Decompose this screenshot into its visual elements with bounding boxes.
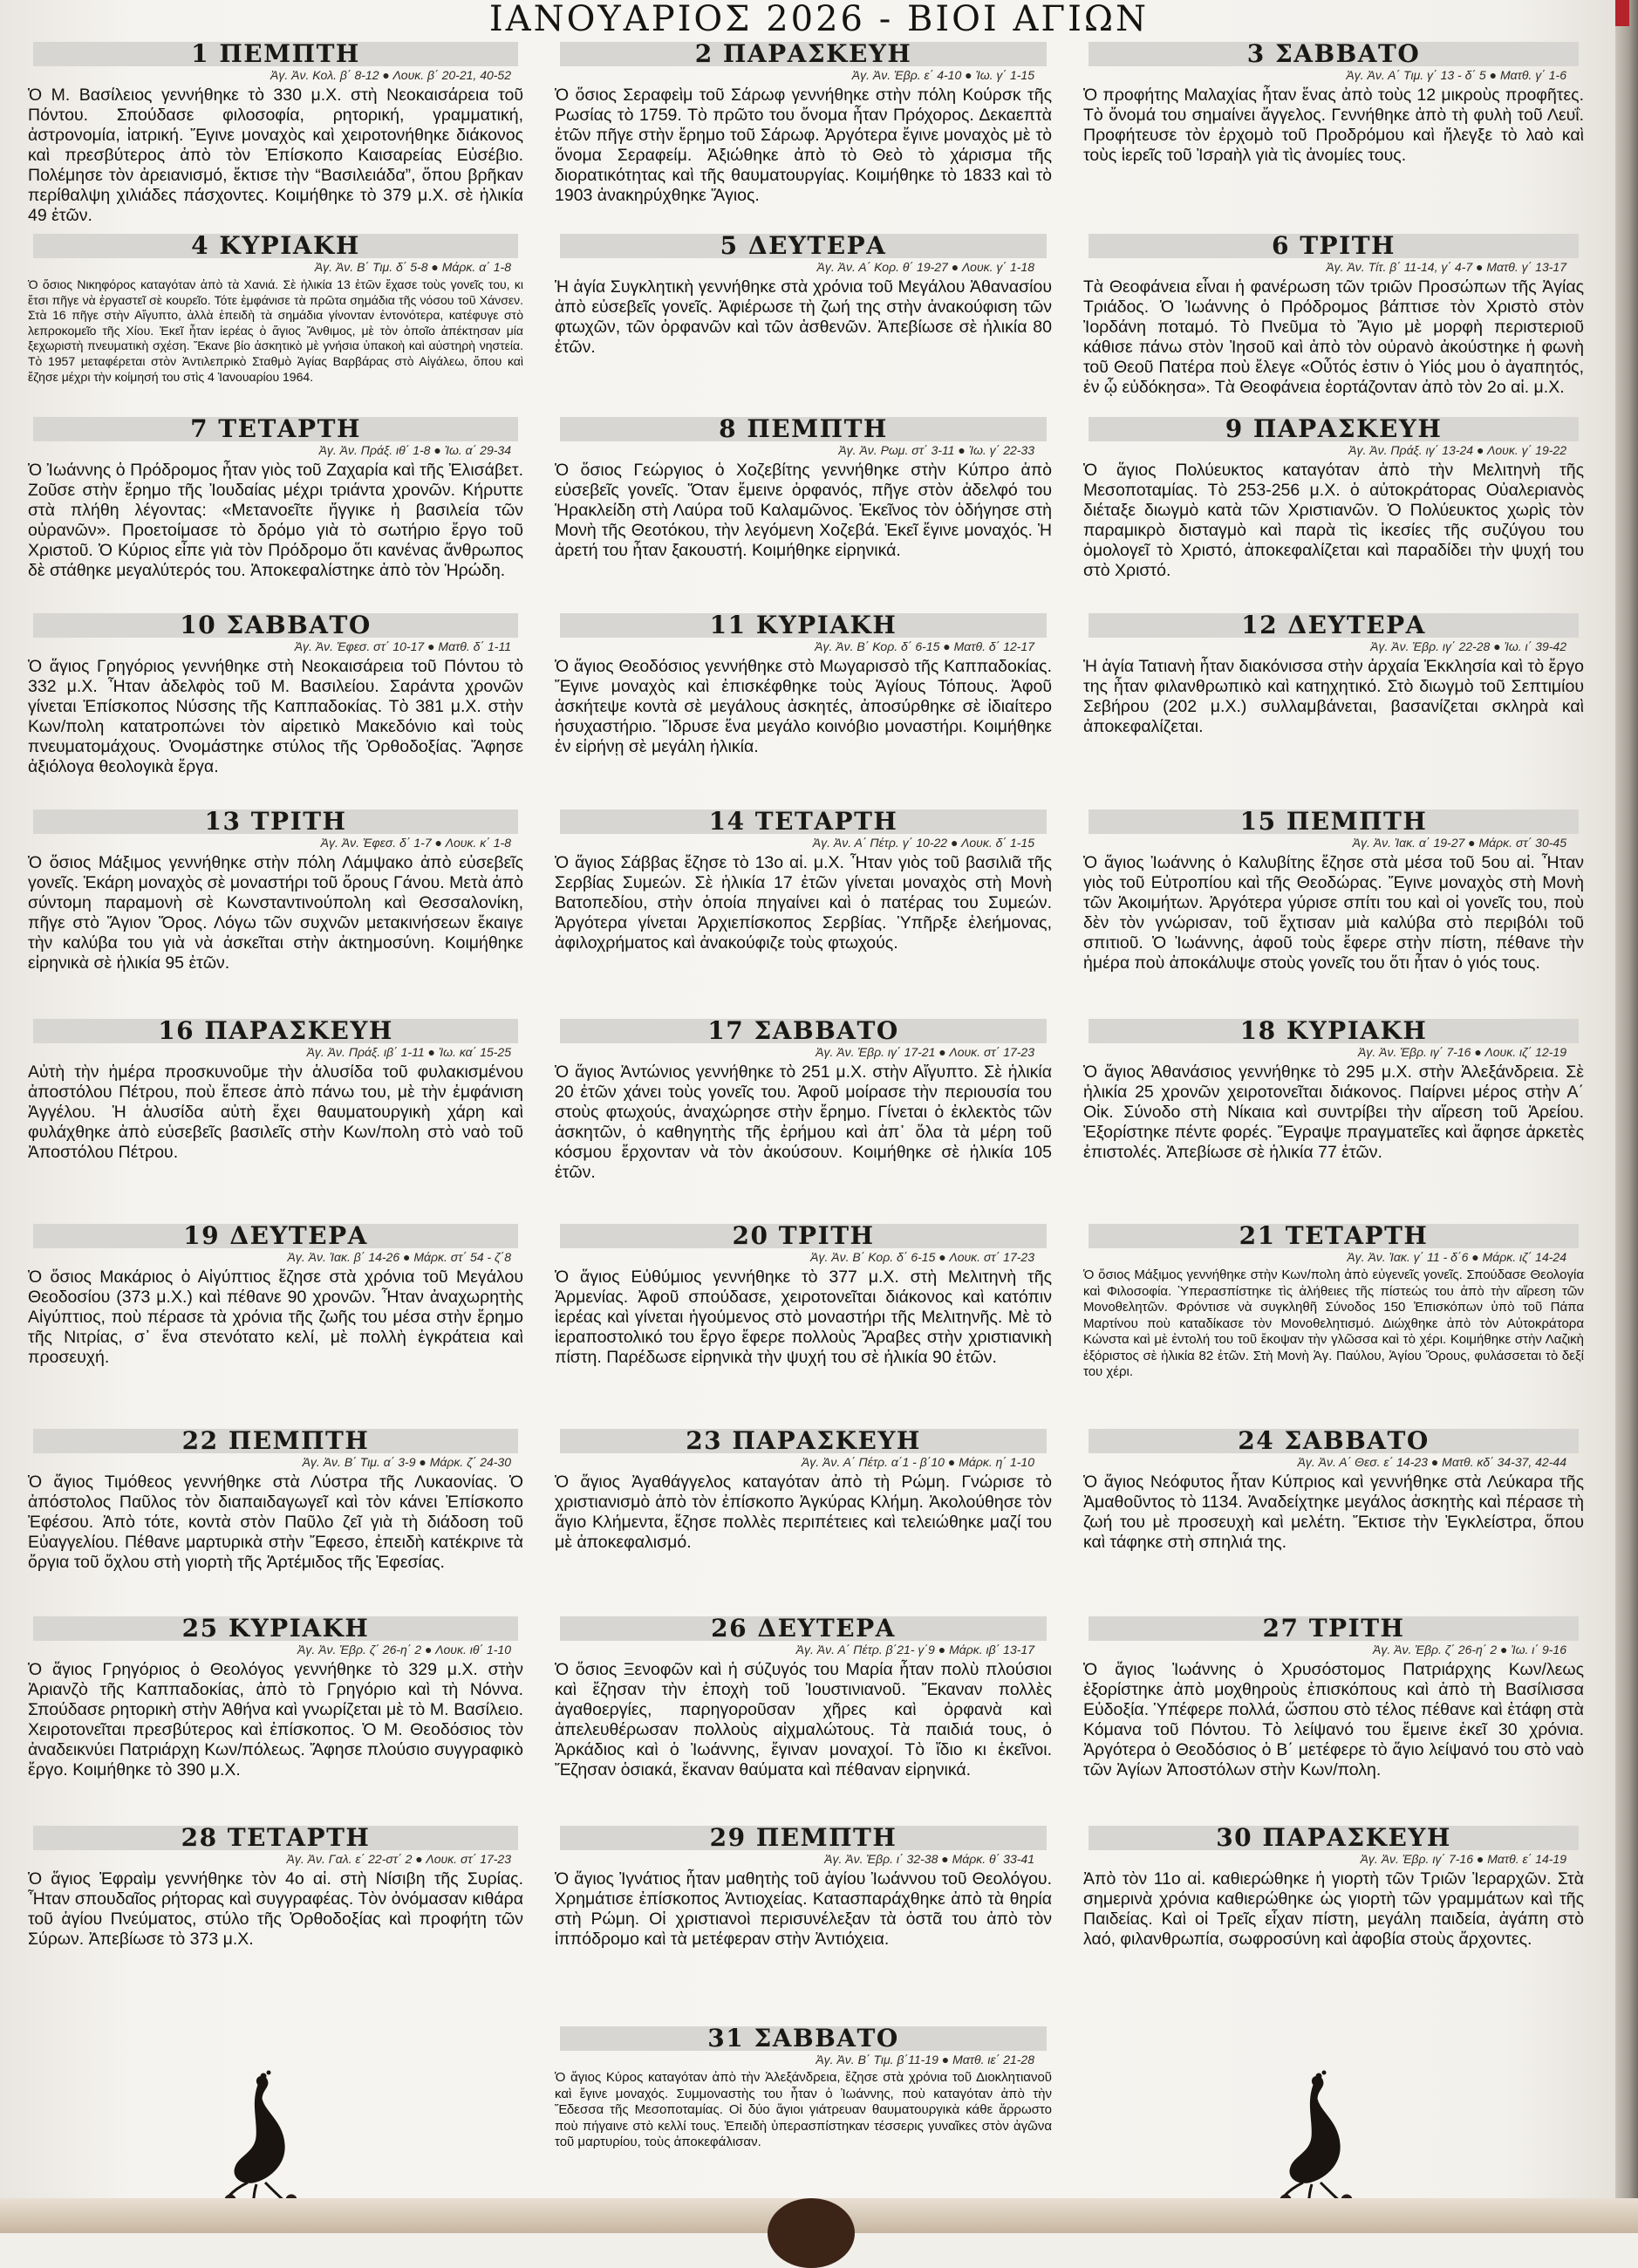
- day-cell: [539, 1017, 1068, 1222]
- day-cell: [12, 1222, 539, 1427]
- day-text: Ὁ ἅγιος Ἐφραὶμ γεννήθηκε τὸν 4ο αἱ. στὴ Νίσιβη τῆς Συρίας. Ἦταν σπουδαῖος ρήτορας καὶ συγγραφέας. Τὸν ὀνόμασαν κιθάρα τοῦ ἁγίου Πνεύματος, στύλο τῆς Ὀρθοδοξίας καὶ προφήτη τῶν Σύρων. Ἀπεβίωσε τὸ 373 μ.Χ.: [28, 1869, 523, 1949]
- day-text: Ἡ ἁγία Τατιανὴ ἦταν διακόνισσα στὴν ἀρχαία Ἐκκλησία καὶ τὸ ἔργο της ἦταν φιλανθρωπικὸ καὶ κατηχητικό. Στὸ διωγμὸ τοῦ Σεπτιμίου Σεβήρου (202 μ.Χ.) συλλαμβάνεται, βασανίζεται σκληρὰ καὶ ἀποκεφαλίζεται.: [1083, 657, 1584, 736]
- day-cell: [539, 1824, 1068, 2025]
- day-heading: 12 ΔΕΥΤΕΡΑ: [1089, 613, 1579, 638]
- day-heading: 13 ΤΡΙΤΗ: [33, 810, 518, 834]
- day-heading: 22 ΠΕΜΠΤΗ: [33, 1429, 518, 1453]
- day-cell: [539, 1615, 1068, 1824]
- day-heading: 28 ΤΕΤΑΡΤΗ: [33, 1826, 518, 1850]
- day-cell: [12, 232, 539, 415]
- page-title: ΙΑΝΟΥΑΡΙΟΣ 2026 - ΒΙΟΙ ΑΓΙΩΝ: [488, 0, 1150, 39]
- day-text: Ὁ ὅσιος Γεώργιος ὁ Χοζεβίτης γεννήθηκε στὴν Κύπρο ἀπὸ εὐσεβεῖς γονεῖς. Ὅταν ἔμεινε ὀρφανός, πῆγε στὸν ἀδελφό του Ἡρακλείδη στὴ Λαύρα τοῦ Καλαμῶνος. Ἐκεῖνος τὸν ὁδήγησε στὴ Μονὴ τῆς Θεοτόκου, τὴν λεγόμενη Χοζεβά. Ἐκεῖ ἔγινε μοναχός. Ἡ ἀρετή του ἦταν ξακουστή. Κοιμήθηκε εἰρηνικά.: [555, 461, 1052, 560]
- day-text: Ὁ ὅσιος Ξενοφῶν καὶ ἡ σύζυγός του Μαρία ἦταν πολὺ πλούσιοι καὶ ἔζησαν τὴν ἐποχὴ τοῦ Ἰουστινιανοῦ. Ἔκαναν πολλὲς ἀγαθοεργίες, παρηγοροῦσαν χῆρες καὶ ὀρφανὰ καὶ ἀπελευθέρωσαν πολλοὺς αἰχμαλώτους. Τὰ παιδιά τους, ὁ Ἀρκάδιος καὶ ὁ Ἰωάννης, ἔγιναν μοναχοί. Τὸ ἴδιο κι ἐκεῖνοι. Ἔζησαν ὁσιακά, ἔκαναν θαύματα καὶ πέθαναν εἰρηνικά.: [555, 1660, 1052, 1780]
- day-readings: Ἀγ. Ἀν. Πράξ. ιβ΄ 1-11 ● Ἰω. κα΄ 15-25: [306, 1045, 511, 1059]
- day-readings: Ἀγ. Ἀν. Ἑβρ. ζ΄ 26-η΄ 2 ● Ἰω. ι΄ 9-16: [1373, 1643, 1566, 1657]
- day-heading: 8 ΠΕΜΠΤΗ: [560, 417, 1047, 441]
- day-heading: 27 ΤΡΙΤΗ: [1089, 1616, 1579, 1641]
- day-heading: 10 ΣΑΒΒΑΤΟ: [33, 613, 518, 638]
- day-text: Ὁ ὅσιος Σεραφεὶμ τοῦ Σάρωφ γεννήθηκε στὴν πόλη Κούρσκ τῆς Ρωσίας τὸ 1759. Τὸ πρῶτο του ὄνομα ἦταν Πρόχορος. Δεκαεπτὰ ἐτῶν πῆγε στὴν ἔρημο τοῦ Σάρωφ. Ἀργότερα ἔγινε μοναχὸς μὲ τὸ ὄνομα Σεραφείμ. Ἀξιώθηκε ἀπὸ τὸ Θεὸ τὸ χάρισμα τῆς διορατικότητας καὶ τῆς θαυματουργίας. Κοιμήθηκε τὸ 1833 καὶ τὸ 1903 ἀνακηρύχθηκε Ἅγιος.: [555, 85, 1052, 205]
- day-text: Ὁ ὅσιος Μάξιμος γεννήθηκε στὴν Κων/πολη ἀπὸ εὐγενεῖς γονεῖς. Σπούδασε Θεολογία καὶ Φιλοσοφία. Ὑπερασπίστηκε τὶς ἀλήθειες τῆς πίστεώς του ἀπὸ τὴν αἵρεση τῶν Μονοθελητῶν. Φρόντισε νὰ συγκληθῆ Σύνοδος 150 Ἐπισκόπων ὑπὸ τοῦ Πάπα Μαρτίνου ποὺ καταδίκασε τὸν Μονοθελητισμό. Διώχθηκε ἀπὸ τὸν Αὐτοκράτορα Κώνστα καὶ μὲ ἐντολή του τοῦ ἔκοψαν τὴν γλῶσσα καὶ τὸ χέρι. Κοιμήθηκε στὴν Λαζικὴ ἐξόριστος σὲ ἡλικία 82 ἐτῶν. Στὴ Μονὴ Ἁγ. Παύλου, Ἁγίου Ὄρους, φυλάσσεται τὸ δεξί του χέρι.: [1083, 1267, 1584, 1379]
- day-cell: [539, 611, 1068, 808]
- day-heading: 17 ΣΑΒΒΑΤΟ: [560, 1019, 1047, 1043]
- day-text: Ὁ ἅγιος Γρηγόριος γεννήθηκε στὴ Νεοκαισάρεια τοῦ Πόντου τὸ 332 μ.Χ. Ἦταν ἀδελφὸς τοῦ Μ. Βασιλείου. Σαράντα χρονῶν γίνεται Ἐπίσκοπος Νύσσης τῆς Καππαδοκίας. Τὸ 381 μ.Χ. στὴν Κων/πολη κατατροπώνει τὸν αἱρετικὸ Μακεδόνιο καὶ τοὺς πνευματομάχους. Ὀνομάστηκε στύλος τῆς Ὀρθοδοξίας. Ἄφησε ἀξιόλογα θεολογικὰ ἔργα.: [28, 657, 523, 776]
- day-readings: Ἀγ. Ἀν. Γαλ. ε΄ 22-στ΄ 2 ● Λουκ. στ΄ 17-23: [286, 1852, 511, 1866]
- day-heading: 5 ΔΕΥΤΕΡΑ: [560, 234, 1047, 258]
- day-cell: [1068, 40, 1600, 232]
- day-readings: Ἀγ. Ἀν. Α΄ Πέτρ. β΄21- γ΄9 ● Μάρκ. ιβ΄ 13-17: [795, 1643, 1034, 1657]
- day-text: Αὐτὴ τὴν ἡμέρα προσκυνοῦμε τὴν ἁλυσίδα τοῦ φυλακισμένου ἀποστόλου Πέτρου, ποὺ ἔπεσε ἀπὸ πάνω του, μὲ τὴν ἐμφάνιση Ἀγγέλου. Ἡ ἁλυσίδα αὐτὴ ἔχει θαυματουργικὴ χάρη καὶ φυλάχθηκε ἀπὸ εὐσεβεῖς βασιλεῖς στὴν Κων/πολη στὸ ναὸ τοῦ Ἀποστόλου Πέτρου.: [28, 1062, 523, 1162]
- day-heading: 1 ΠΕΜΠΤΗ: [33, 42, 518, 66]
- day-cell: [1068, 808, 1600, 1017]
- day-cell: [539, 1427, 1068, 1615]
- day-text: Ὁ ἅγιος Κύρος καταγόταν ἀπὸ τὴν Ἀλεξάνδρεια, ἔζησε στὰ χρόνια τοῦ Διοκλητιανοῦ καὶ ἔγινε μοναχός. Συμμοναστὴς του ἦταν ὁ Ἰωάννης, ποὺ καταγόταν ἀπὸ τὴν Ἔδεσσα τῆς Μεσοποταμίας. Οἱ δύο ἅγιοι γιάτρευαν θαυματουργικὰ κάθε ἄρρωστο ποὺ πήγαινε στὸ κελλί τους. Ἐπειδὴ ὑπερασπίστηκαν τέσσερις γυναῖκες στὸν ἀγῶνα τοῦ μαρτυρίου, τοὺς ἀποκεφάλισαν.: [555, 2070, 1052, 2149]
- day-cell: [12, 611, 539, 808]
- day-heading: 26 ΔΕΥΤΕΡΑ: [560, 1616, 1047, 1641]
- day-text: Ἀπὸ τὸν 11ο αἱ. καθιερώθηκε ἡ γιορτὴ τῶν Τριῶν Ἱεραρχῶν. Στὰ σημερινὰ χρόνια καθιερώθηκε ὡς γιορτὴ τῶν γραμμάτων καὶ τῆς Παιδείας. Καὶ οἱ Τρεῖς εἶχαν πίστη, μεγάλη παιδεία, ἀγάπη στὸ λαό, φιλανθρωπία, σωφροσύνη καὶ ἀφοβία στοὺς ἄρχοντες.: [1083, 1869, 1584, 1949]
- day-heading: 25 ΚΥΡΙΑΚΗ: [33, 1616, 518, 1641]
- day-text: Τὰ Θεοφάνεια εἶναι ἡ φανέρωση τῶν τριῶν Προσώπων τῆς Ἁγίας Τριάδος. Ὁ Ἰωάννης ὁ Πρόδρομος βάπτισε τὸν Χριστὸ στὸν Ἰορδάνη ποταμό. Τὸ Πνεῦμα τὸ Ἅγιο μὲ μορφὴ περιστεριοῦ κάθισε πάνω στὸν Ἰησοῦ καὶ ἀπὸ τὸν οὐρανὸ ἀκούστηκε ἡ φωνὴ τοῦ Θεοῦ Πατέρα ποὺ ἔλεγε «Οὗτός ἐστιν ὁ Υἱός μου ὁ ἀγαπητός, ἐν ᾧ εὐδόκησα». Τὰ Θεοφάνεια ἑορτάζονταν ἀπὸ τὸν 2ο αἱ. μ.Χ.: [1083, 277, 1584, 397]
- day-text: Ὁ Ἰωάννης ὁ Πρόδρομος ἦταν γιὸς τοῦ Ζαχαρία καὶ τῆς Ἐλισάβετ. Ζοῦσε στὴν ἔρημο τῆς Ἰουδαίας μέχρι τριάντα χρονῶν. Κήρυττε στὰ πλήθη λέγοντας: «Μετανοεῖτε ἤγγικε ἡ βασιλεία τῶν οὐρανῶν». Προετοίμασε τὸ δρόμο γιὰ τὸ σωτήριο ἔργο τοῦ Χριστοῦ. Ὁ Κύριος εἶπε γιὰ τὸν Πρόδρομο ὅτι κανένας ἄνθρωπος δὲ στάθηκε μεγαλύτερός του. Ἀποκεφαλίστηκε ἀπὸ τὸν Ἡρώδη.: [28, 461, 523, 580]
- day-heading: 31 ΣΑΒΒΑΤΟ: [560, 2026, 1047, 2051]
- day-text: Ὁ προφήτης Μαλαχίας ἦταν ἕνας ἀπὸ τοὺς 12 μικροὺς προφῆτες. Τὸ ὄνομά του σημαίνει ἄγγελος. Γεννήθηκε ἀπὸ τὴ φυλὴ τοῦ Λευΐ. Προφήτευσε τὸν ἐρχομὸ τοῦ Προδρόμου καὶ ἤλεγξε τὸ λαὸ καὶ τοὺς ἱερεῖς τοῦ Ἰσραὴλ γιὰ τὶς ἀνομίες τους.: [1083, 85, 1584, 165]
- day-readings: Ἀγ. Ἀν. Β΄ Τιμ. α΄ 3-9 ● Μάρκ. ζ΄ 24-30: [302, 1455, 511, 1469]
- day-readings: Ἀγ. Ἀν. Ἑβρ. ε΄ 4-10 ● Ἰω. γ΄ 1-15: [851, 68, 1034, 82]
- day-text: Ὁ ἅγιος Γρηγόριος ὁ Θεολόγος γεννήθηκε τὸ 329 μ.Χ. στὴν Ἀριανζὸ τῆς Καππαδοκίας, ἀπὸ τὸ Γρηγόριο καὶ τὴ Νόννα. Σπούδασε ρητορικὴ στὴν Ἀθήνα καὶ γνωρίζεται μὲ τὸ Μ. Βασίλειο. Χειροτονεῖται πρεσβύτερος καὶ ἐπίσκοπος. Ὁ Μ. Θεοδόσιος τὸν ἀναδεικνύει Πατριάρχη Κων/πόλεως. Ἄφησε πλούσιο συγγραφικὸ ἔργο. Κοιμήθηκε τὸ 390 μ.Χ.: [28, 1660, 523, 1780]
- day-cell: [1068, 611, 1600, 808]
- day-readings: Ἀγ. Ἀν. Β΄ Κορ. δ΄ 6-15 ● Ματθ. δ΄ 12-17: [815, 639, 1034, 653]
- day-readings: Ἀγ. Ἀν. Κολ. β΄ 8-12 ● Λουκ. β΄ 20-21, 40-52: [270, 68, 511, 82]
- day-text: Ὁ ἅγιος Σάββας ἔζησε τὸ 13ο αἱ. μ.Χ. Ἦταν γιὸς τοῦ βασιλιᾶ τῆς Σερβίας Συμεών. Σὲ ἡλικία 17 ἐτῶν γίνεται μοναχὸς στὴ Μονὴ Βατοπεδίου, στὴν ὁποία πηγαίνει καὶ ὁ πατέρας του Συμεών. Ἀργότερα γίνεται Ἀρχιεπίσκοπος Σερβίας. Ὑπῆρξε ἐλεήμονας, ἀφιλοχρήματος καὶ ἀνακούφιζε τοὺς φτωχούς.: [555, 853, 1052, 953]
- day-cell: [12, 1615, 539, 1824]
- day-cell: [539, 232, 1068, 415]
- day-cell: [1068, 1222, 1600, 1427]
- day-text: Ὁ ἅγιος Ἰωάννης ὁ Καλυβίτης ἔζησε στὰ μέσα τοῦ 5ου αἱ. Ἦταν γιὸς τοῦ Εὐτροπίου καὶ τῆς Θεοδώρας. Ἔγινε μοναχὸς στὴ Μονὴ τῶν Ἀκοιμήτων. Ἀργότερα γύρισε σπίτι του καὶ οἱ γονεῖς του, ποὺ δὲν τὸν γνώρισαν, τοῦ ἔχτισαν μιὰ καλύβα στὸ περιβόλι τοῦ σπιτιοῦ. Ὁ Ἰωάννης, ἀφοῦ τοὺς ἔφερε στὴν πίστη, πέθανε τὴν ἡμέρα ποὺ ἀποκάλυψε στοὺς γονεῖς του ὅτι ἦταν ὁ γιός τους.: [1083, 853, 1584, 973]
- day-text: Ὁ ὅσιος Μακάριος ὁ Αἰγύπτιος ἔζησε στὰ χρόνια τοῦ Μεγάλου Θεοδοσίου (373 μ.Χ.) καὶ πέθανε 90 χρονῶν. Ἦταν ἀναχωρητὴς Αἰγύπτιος, ποὺ πέρασε τὰ χρόνια τῆς ζωῆς του μέσα στὴν ἔρημο τῆς Νιτρίας, σ᾽ ἕνα στενότατο κελί, μὲ πολλὴ ἐγκράτεια καὶ προσευχή.: [28, 1267, 523, 1367]
- day-cell: [1068, 232, 1600, 415]
- calendar-grid: [12, 40, 1600, 2203]
- day-text: Ὁ ἅγιος Εὐθύμιος γεννήθηκε τὸ 377 μ.Χ. στὴ Μελιτηνὴ τῆς Ἀρμενίας. Ἀφοῦ σπούδασε, χειροτονεῖται διάκονος καὶ κατόπιν ἱερέας καὶ γίνεται ἡγούμενος στὸ μοναστήρι τῆς Μελιτηνῆς. Μὲ τὸ ἱεραποστολικό του ἔργο ἔφερε πολλοὺς Ἄραβες στὴν χριστιανικὴ πίστη. Παρέδωσε εἰρηνικὰ τὴν ψυχή του σὲ ἡλικία 90 ἐτῶν.: [555, 1267, 1052, 1367]
- day-cell: [1068, 1824, 1600, 2025]
- day-text: Ὁ ἅγιος Νεόφυτος ἦταν Κύπριος καὶ γεννήθηκε στὰ Λεύκαρα τῆς Ἀμαθοῦντος τὸ 1134. Ἀναδείχτηκε μεγάλος ἀσκητὴς καὶ πέρασε τὴ ζωή του μὲ προσευχὴ καὶ μελέτη. Ἔκτισε τὴν Ἐγκλείστρα, ὅπου καὶ τάφηκε στὴ σπηλιά της.: [1083, 1472, 1584, 1552]
- day-text: Ὁ ἅγιος Ἰωάννης ὁ Χρυσόστομος Πατριάρχης Κων/λεως ἐξορίστηκε ἀπὸ μοχθηροὺς ἐπισκόπους καὶ ἀπὸ τὴ Βασίλισσα Εὐδοξία. Ὑπέφερε πολλά, ὥσπου στὸ τέλος πέθανε καὶ ἐτάφη στὰ Κόμανα τοῦ Πόντου. Τὸ λείψανό του ἔμεινε ἐκεῖ 30 χρόνια. Ἀργότερα ὁ Θεοδόσιος ὁ Β΄ μετέφερε τὸ ἅγιο λείψανό του στὸ ναὸ τῶν Ἁγίων Ἀποστόλων στὴν Κων/πολη.: [1083, 1660, 1584, 1780]
- day-heading: 3 ΣΑΒΒΑΤΟ: [1089, 42, 1579, 66]
- day-heading: 7 ΤΕΤΑΡΤΗ: [33, 417, 518, 441]
- day-readings: Ἀγ. Ἀν. Ἑβρ. ζ΄ 26-η΄ 2 ● Λουκ. ιθ΄ 1-10: [297, 1643, 511, 1657]
- peacock-ornament-icon: [1268, 2069, 1364, 2217]
- day-readings: Ἀγ. Ἀν. Ἐφεσ. στ΄ 10-17 ● Ματθ. δ΄ 1-11: [294, 639, 511, 653]
- day-cell: [539, 40, 1068, 232]
- day-readings: Ἀγ. Ἀν. Α΄ Κορ. θ΄ 19-27 ● Λουκ. γ΄ 1-18: [816, 260, 1034, 274]
- day-text: Ἡ ἁγία Συγκλητικὴ γεννήθηκε στὰ χρόνια τοῦ Μεγάλου Ἀθανασίου ἀπὸ εὐσεβεῖς γονεῖς. Ἀφιέρωσε τὴ ζωή της στὴν ἀνακούφιση τῶν φτωχῶν, τῶν ὀρφανῶν καὶ τῶν ἀσθενῶν. Ἀπεβίωσε σὲ ἡλικία 80 ἐτῶν.: [555, 277, 1052, 357]
- day-readings: Ἀγ. Ἀν. Ἑβρ. ιγ΄ 7-16 ● Λουκ. ιζ΄ 12-19: [1358, 1045, 1566, 1059]
- day-readings: Ἀγ. Ἀν. Α΄ Θεσ. ε΄ 14-23 ● Ματθ. κδ΄ 34-37, 42-44: [1297, 1455, 1566, 1469]
- day-heading: 14 ΤΕΤΑΡΤΗ: [560, 810, 1047, 834]
- day-readings: Ἀγ. Ἀν. Ἑβρ. ι΄ 32-38 ● Μάρκ. θ΄ 33-41: [824, 1852, 1034, 1866]
- day-cell: [539, 1222, 1068, 1427]
- day-readings: Ἀγ. Ἀν. Β΄ Τιμ. β΄11-19 ● Ματθ. ιε΄ 21-28: [816, 2053, 1034, 2066]
- day-cell: [12, 40, 539, 232]
- day-text: Ὁ ἅγιος Ἰγνάτιος ἦταν μαθητὴς τοῦ ἁγίου Ἰωάννου τοῦ Θεολόγου. Χρημάτισε ἐπίσκοπος Ἀντιοχείας. Κατασπαράχθηκε ἀπὸ τὰ θηρία στὴ Ρώμη. Οἱ χριστιανοὶ περισυνέλεξαν τὰ ὀστᾶ του ἀπὸ τὸν ἱππόδρομο καὶ τὰ μετέφεραν στὴν Ἀντιόχεια.: [555, 1869, 1052, 1949]
- day-heading: 24 ΣΑΒΒΑΤΟ: [1089, 1429, 1579, 1453]
- page-edge: [1615, 0, 1638, 2233]
- day-readings: Ἀγ. Ἀν. Α΄ Πέτρ. γ΄ 10-22 ● Λουκ. δ΄ 1-15: [812, 836, 1034, 850]
- day-heading: 2 ΠΑΡΑΣΚΕΥΗ: [560, 42, 1047, 66]
- day-readings: Ἀγ. Ἀν. Ἑβρ. ιγ΄ 22-28 ● Ἰω. ι΄ 39-42: [1370, 639, 1566, 653]
- day-cell: [539, 415, 1068, 611]
- day-heading: 11 ΚΥΡΙΑΚΗ: [560, 613, 1047, 638]
- day-readings: Ἀγ. Ἀν. Α΄ Τιμ. γ΄ 13 - δ΄ 5 ● Ματθ. γ΄ 1-6: [1346, 68, 1566, 82]
- day-text: Ὁ ἅγιος Ἀγαθάγγελος καταγόταν ἀπὸ τὴ Ρώμη. Γνώρισε τὸ χριστιανισμὸ ἀπὸ τὸν ἐπίσκοπο Ἀγκύρας Κλήμη. Ἀκολούθησε τὸν ἅγιο Κλήμεντα, ἔζησε πολλὲς περιπέτειες καὶ τελειώθηκε μαζί του μὲ ἀποκεφαλισμό.: [555, 1472, 1052, 1552]
- day-readings: Ἀγ. Ἀν. Ἑβρ. ιγ΄ 7-16 ● Ματθ. ε΄ 14-19: [1360, 1852, 1566, 1866]
- day-cell: [1068, 1427, 1600, 1615]
- day-readings: Ἀγ. Ἀν. Β΄ Κορ. δ΄ 6-15 ● Λουκ. στ΄ 17-23: [810, 1250, 1034, 1264]
- day-heading: 19 ΔΕΥΤΕΡΑ: [33, 1224, 518, 1248]
- day-heading: 30 ΠΑΡΑΣΚΕΥΗ: [1089, 1826, 1579, 1850]
- day-heading: 23 ΠΑΡΑΣΚΕΥΗ: [560, 1429, 1047, 1453]
- day-readings: Ἀγ. Ἀν. Ἰακ. α΄ 19-27 ● Μάρκ. στ΄ 30-45: [1352, 836, 1566, 850]
- day-text: Ὁ ἅγιος Θεοδόσιος γεννήθηκε στὸ Μωγαρισσὸ τῆς Καππαδοκίας. Ἔγινε μοναχὸς καὶ ἐπισκέφθηκε τοὺς Ἁγίους Τόπους. Ἀφοῦ ἀσκήτεψε κοντὰ σὲ μεγάλους ἀσκητές, ἀποσύρθηκε σὲ ἰδιαίτερο ἡσυχαστήριο. Ἵδρυσε ἕνα μεγάλο κοινόβιο μοναστήρι. Κοιμήθηκε ἐν εἰρήνῃ σὲ μεγάλη ἡλικία.: [555, 657, 1052, 756]
- day-cell: [12, 1427, 539, 1615]
- day-heading: 6 ΤΡΙΤΗ: [1089, 234, 1579, 258]
- day-heading: 4 ΚΥΡΙΑΚΗ: [33, 234, 518, 258]
- day-heading: 18 ΚΥΡΙΑΚΗ: [1089, 1019, 1579, 1043]
- day-text: Ὁ ἅγιος Ἀθανάσιος γεννήθηκε τὸ 295 μ.Χ. στὴν Ἀλεξάνδρεια. Σὲ ἡλικία 25 χρονῶν χειροτονεῖται διάκονος. Παίρνει μέρος στὴν Α΄ Οἰκ. Σύνοδο στὴ Νίκαια καὶ συντρίβει τὴν αἵρεση τοῦ Ἀρείου. Ἐξορίστηκε πέντε φορές. Ἔγραψε πραγματεῖες καὶ ἄφησε ἀρκετὲς ἐπιστολές. Ἀπεβίωσε σὲ ἡλικία 77 ἐτῶν.: [1083, 1062, 1584, 1162]
- day-heading: 16 ΠΑΡΑΣΚΕΥΗ: [33, 1019, 518, 1043]
- day-readings: Ἀγ. Ἀν. Πράξ. ιγ΄ 13-24 ● Λουκ. γ΄ 19-22: [1348, 443, 1566, 457]
- day-heading: 29 ΠΕΜΠΤΗ: [560, 1826, 1047, 1850]
- day-readings: Ἀγ. Ἀν. Ἐφεσ. δ΄ 1-7 ● Λουκ. κ΄ 1-8: [320, 836, 511, 850]
- day-cell: [12, 415, 539, 611]
- peacock-ornament-icon: [213, 2069, 309, 2217]
- day-readings: Ἀγ. Ἀν. Ἰακ. γ΄ 11 - δ΄6 ● Μάρκ. ιζ΄ 14-24: [1347, 1250, 1566, 1264]
- day-readings: Ἀγ. Ἀν. Τίτ. β΄ 11-14, γ΄ 4-7 ● Ματθ. γ΄ 13-17: [1326, 260, 1566, 274]
- day-cell: [1068, 1017, 1600, 1222]
- day-readings: Ἀγ. Ἀν. Ρωμ. στ΄ 3-11 ● Ἰω. γ΄ 22-33: [838, 443, 1034, 457]
- day-heading: 9 ΠΑΡΑΣΚΕΥΗ: [1089, 417, 1579, 441]
- day-text: Ὁ ἅγιος Τιμόθεος γεννήθηκε στὰ Λύστρα τῆς Λυκαονίας. Ὁ ἀπόστολος Παῦλος τὸν διαπαιδαγωγεῖ καὶ τὸν κάνει Ἐπίσκοπο Ἐφέσου. Ἀπὸ τότε, κοντὰ στὸν Παῦλο ζεῖ γιὰ τὴ διάδοση τοῦ Εὐαγγελίου. Πέθανε μαρτυρικὰ στὴν Ἔφεσο, ἐπειδὴ κατέκρινε τὰ ὄργια τοῦ ὄχλου στὴ γιορτὴ τῆς Ἀρτέμιδος τῆς Ἐφεσίας.: [28, 1472, 523, 1572]
- day-text: Ὁ ἅγιος Ἀντώνιος γεννήθηκε τὸ 251 μ.Χ. στὴν Αἴγυπτο. Σὲ ἡλικία 20 ἐτῶν χάνει τοὺς γονεῖς του. Ἀφοῦ μοίρασε τὴν περιουσία του στοὺς φτωχούς, ἀναχώρησε στὴν ἔρημο. Γίνεται ὁ ἐκλεκτὸς τῶν ἀσκητῶν, ὁ καθηγητὴς τῆς ἐρήμου καὶ ἀπ᾽ ὅλα τὰ μέρη τοῦ κόσμου ἔρχονταν νὰ τὸν ἀκούσουν. Κοιμήθηκε σὲ ἡλικία 105 ἐτῶν.: [555, 1062, 1052, 1182]
- day-text: Ὁ ὅσιος Μάξιμος γεννήθηκε στὴν πόλη Λάμψακο ἀπὸ εὐσεβεῖς γονεῖς. Ἐκάρη μοναχὸς σὲ μοναστήρι τοῦ ὄρους Γάνου. Μετὰ ἀπὸ σύντομη παραμονὴ σὲ Κωνσταντινούπολη καὶ Θεσσαλονίκη, πῆγε στὸ Ἅγιον Ὄρος. Λόγω τῶν συχνῶν μετακινήσεων ἔκαιγε τὴν καλύβα του γιὰ νὰ ἀσκεῖται στὴν ἀκτημοσύνη. Κοιμήθηκε εἰρηνικὰ σὲ ἡλικία 95 ἐτῶν.: [28, 853, 523, 973]
- day-cell: [1068, 1615, 1600, 1824]
- day-text: Ὁ ἅγιος Πολύευκτος καταγόταν ἀπὸ τὴν Μελιτηνὴ τῆς Μεσοποταμίας. Τὸ 253-256 μ.Χ. ὁ αὐτοκράτορας Οὐαλεριανὸς διέταξε διωγμὸ κατὰ τῶν Χριστιανῶν. Ὁ Πολύευκτος χωρὶς τὸν παραμικρὸ δισταγμὸ καὶ παρὰ τὶς ἱκεσίες τῆς συζύγου του ὁμολογεῖ τὸ Χριστό, ἀποκεφαλίζεται καὶ παραδίδει τὴν ψυχή του στὸ Χριστό.: [1083, 461, 1584, 580]
- day-text: Ὁ ὅσιος Νικηφόρος καταγόταν ἀπὸ τὰ Χανιά. Σὲ ἡλικία 13 ἐτῶν ἔχασε τοὺς γονεῖς του, κι ἔτσι πῆγε νὰ ἐργαστεῖ σὲ κουρεῖο. Τότε ἐμφάνισε τὰ πρῶτα σημάδια τῆς νόσου τοῦ Χάνσεν. Στὰ 16 πῆγε στὴν Αἴγυπτο, ἀλλὰ ἐπειδὴ τὰ σημάδια γίνονταν ἐντονότερα, κατέφυγε στὸ λεπροκομεῖο τῆς Χίου. Ἐκεῖ ἦταν ἱερέας ὁ ἅγιος Ἄνθιμος, μὲ τὸν ὁποῖο ἀπέκτησαν μία ξεχωριστὴ πνευματικὴ σχέση. Ἔκανε βίο ἀσκητικὸ μὲ γνήσια ὑπακοὴ καὶ αὐστηρὴ νηστεία. Τὸ 1957 μεταφέρεται στὸν Ἀντιλεπρικὸ Σταθμὸ Ἁγίας Βαρβάρας στὸ Αἰγάλεω, ὅπου καὶ ἔζησε μέχρι τὴν κοίμησή του στὶς 4 Ἰανουαρίου 1964.: [28, 277, 523, 384]
- day-readings: Ἀγ. Ἀν. Β΄ Τιμ. δ΄ 5-8 ● Μάρκ. α΄ 1-8: [314, 260, 511, 274]
- bottom-ornament: [768, 2198, 855, 2268]
- day-cell: [539, 808, 1068, 1017]
- day-readings: Ἀγ. Ἀν. Ἰακ. β΄ 14-26 ● Μάρκ. στ΄ 54 - ζ΄8: [287, 1250, 511, 1264]
- day-readings: Ἀγ. Ἀν. Πράξ. ιθ΄ 1-8 ● Ἰω. α΄ 29-34: [318, 443, 511, 457]
- day-readings: Ἀγ. Ἀν. Α΄ Πέτρ. α΄1 - β΄10 ● Μάρκ. η΄ 1-10: [801, 1455, 1034, 1469]
- day-text: Ὁ Μ. Βασίλειος γεννήθηκε τὸ 330 μ.Χ. στὴ Νεοκαισάρεια τοῦ Πόντου. Σπούδασε φιλοσοφία, ρητορική, γραμματική, ἀστρονομία, ἰατρική. Ἔγινε μοναχὸς καὶ χειροτονήθηκε διάκονος καὶ πρεσβύτερος ἀπὸ τὸν Ἐπίσκοπο Καισαρείας Εὐσέβιο. Πολέμησε τὸν ἀρειανισμό, ἔκτισε τὴν “Βασιλειάδα”, ὅπου βρῆκαν περίθαλψη χιλιάδες πάσχοντες. Κοιμήθηκε τὸ 379 μ.Χ. σὲ ἡλικία 49 ἐτῶν.: [28, 85, 523, 225]
- day-cell: [12, 808, 539, 1017]
- day-readings: Ἀγ. Ἀν. Ἑβρ. ιγ΄ 17-21 ● Λουκ. στ΄ 17-23: [816, 1045, 1034, 1059]
- day-heading: 15 ΠΕΜΠΤΗ: [1089, 810, 1579, 834]
- day-cell: [12, 1017, 539, 1222]
- day-cell: [12, 1824, 539, 2025]
- day-heading: 21 ΤΕΤΑΡΤΗ: [1089, 1224, 1579, 1248]
- day-cell: [1068, 415, 1600, 611]
- day-heading: 20 ΤΡΙΤΗ: [560, 1224, 1047, 1248]
